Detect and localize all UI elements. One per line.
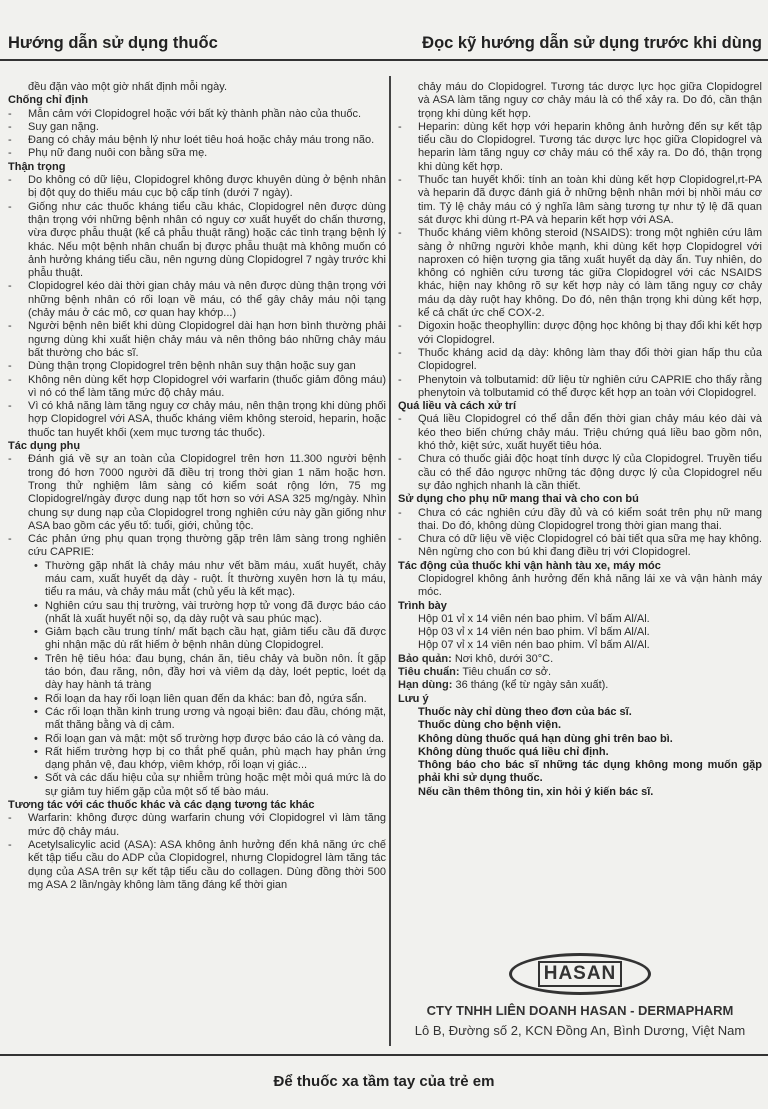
list-item — [398, 81, 762, 121]
dash-marker: - — [398, 533, 402, 546]
header-right-title: Đọc kỹ hướng dẫn sử dụng trước khi dùng — [422, 34, 762, 52]
item-text: Không nên dùng kết hợp Clopidogrel với warfarin (thuốc giảm đông máu) vì nó có thể làm tăng mức độ chảy máu. — [28, 373, 386, 399]
dash-marker: - — [398, 120, 402, 133]
note-item — [398, 746, 762, 759]
item-text: Tác dụng phụ — [8, 440, 81, 453]
dash-marker: - — [8, 533, 12, 546]
item-text: 36 tháng (kể từ ngày sản xuất). — [452, 679, 609, 692]
item-text: Các rối loạn thần kinh trung ương và ngoại biên: đau đầu, chóng mặt, mất thăng bằng và dị cảm. — [45, 705, 386, 732]
field-label: Hạn dùng: — [398, 679, 453, 692]
dash-marker: - — [8, 200, 12, 213]
section-heading — [8, 799, 386, 812]
item-text: Thuốc kháng viêm không steroid (NSAIDS): trong một nghiên cứu lâm sàng ở những người khỏe mạnh, khi dùng kết hợp Clopidogrel với naproxen có hiện tượng gia tăng xuất huyết dạ dày ẩn. Tuy nhiên, do không có nghiên cứu tương tác giữa Clopidogrel với các NSAIDS khác, hiện nay không rõ sự kết hợp này có làm tăng nguy cơ chảy máu dạ dày ruột hay không. Do đó, nên thận trọng khi dùng kết hợp, kể cả chất ức chế COX-2. — [418, 227, 762, 320]
item-text: Thuốc kháng acid dạ dày: không làm thay đổi thời gian hấp thu của Clopidogrel. — [418, 346, 762, 373]
list-item — [8, 174, 386, 201]
list-item — [398, 453, 762, 493]
company-name: CTY TNHH LIÊN DOANH HASAN - DERMAPHARM — [426, 1003, 734, 1018]
dash-marker: - — [398, 453, 402, 466]
item-text: chảy máu do Clopidogrel. Tương tác dược lực học giữa Clopidogrel và ASA làm tăng nguy cơ chảy máu là có thể xảy ra. Do đó, cần thận trọng khi dùng kết hợp. — [418, 81, 762, 120]
list-item — [8, 280, 386, 320]
dash-marker: - — [398, 320, 402, 333]
list-item — [398, 121, 762, 174]
list-item — [398, 507, 762, 534]
item-text: Thuốc tan huyết khối: tính an toàn khi dùng kết hợp Clopidogrel,rt-PA và heparin đã được đánh giá ở những bệnh nhân mới bị nhồi máu cơ tim. Tỷ lệ chảy máu có ý nghĩa lâm sàng tương tự như tỷ lệ đã quan sát được khi dùng rt-PA và heparin kết hợp với ASA. — [418, 174, 762, 226]
list-item — [8, 121, 386, 134]
item-text: Clopidogrel không ảnh hưởng đến khả năng lái xe và vận hành máy móc. — [418, 572, 762, 599]
item-text: Giảm bạch cầu trung tính/ mất bạch cầu hạt, giảm tiểu cầu đã được ghi nhận mặc dù rất hiếm ở bệnh nhân dùng Clopidogrel. — [45, 626, 386, 652]
list-item — [8, 626, 386, 653]
item-text: Sử dụng cho phụ nữ mang thai và cho con bú — [398, 493, 639, 506]
list-item — [8, 453, 386, 533]
logo-text: HASAN — [538, 961, 623, 987]
dash-marker: - — [8, 280, 12, 293]
list-item — [398, 666, 762, 679]
list-item — [8, 733, 386, 746]
item-text: Clopidogrel kéo dài thời gian chảy máu và nên được dùng thận trọng với những bệnh nhân có rối loạn về máu, có thể gây chảy máu nội tạng (chảy máu ở các mô, cơ quan hay khớp...) — [28, 280, 386, 320]
item-text: Người bệnh nên biết khi dùng Clopidogrel dài hạn hơn bình thường phải ngưng dùng khi xuất hiện chảy máu và nên thông báo những chảy máu bất thường cho bác sĩ. — [28, 320, 386, 359]
bullet-marker: • — [34, 692, 38, 705]
header-left-title: Hướng dẫn sử dụng thuốc — [8, 34, 218, 52]
item-text: Mẫn cảm với Clopidogrel hoặc với bất kỳ thành phần nào của thuốc. — [28, 107, 362, 120]
footer-rule — [0, 1054, 768, 1056]
field-label: Tiêu chuẩn: — [398, 666, 460, 679]
list-item — [398, 639, 762, 652]
dash-marker: - — [8, 400, 12, 413]
item-text: Tác động của thuốc khi vận hành tàu xe, máy móc — [398, 559, 661, 572]
note-item — [398, 759, 762, 786]
list-item — [398, 174, 762, 227]
list-item — [398, 347, 762, 374]
item-text: Chống chỉ định — [8, 94, 89, 107]
item-text: Thận trọng — [8, 160, 66, 173]
note-item — [398, 733, 762, 746]
list-item — [398, 626, 762, 639]
section-heading — [398, 493, 762, 506]
bullet-marker: • — [34, 599, 38, 612]
list-item — [398, 653, 762, 666]
bullet-marker: • — [34, 705, 38, 718]
list-item — [8, 201, 386, 281]
note-item — [398, 719, 762, 732]
item-text: Phenytoin và tolbutamid: dữ liệu từ nghiên cứu CAPRIE cho thấy rằng phenytoin và tolbutamid có thể được kết hợp an toàn với Clopidogrel. — [418, 373, 762, 399]
item-text: Thông báo cho bác sĩ những tác dụng không mong muốn gặp phải khi sử dụng thuốc. — [418, 759, 762, 785]
section-heading — [8, 440, 386, 453]
dash-marker: - — [8, 147, 12, 160]
bullet-marker: • — [34, 559, 38, 572]
list-item — [398, 413, 762, 453]
header-rule — [0, 59, 768, 61]
item-text: Chưa có các nghiên cứu đầy đủ và có kiểm soát trên phụ nữ mang thai. Do đó, không dùng Clopidogrel trong thời gian mang thai. — [418, 506, 762, 532]
item-text: Tiêu chuẩn cơ sở. — [459, 666, 552, 679]
list-item — [398, 533, 762, 560]
list-item — [8, 706, 386, 733]
field-label: Bảo quản: — [398, 652, 452, 665]
item-text: đều đặn vào một giờ nhất định mỗi ngày. — [28, 81, 228, 93]
dash-marker: - — [398, 506, 402, 519]
dash-marker: - — [8, 453, 12, 466]
item-text: Hộp 07 vỉ x 14 viên nén bao phim. Vỉ bấm Al/Al. — [418, 639, 650, 652]
item-text: Heparin: dùng kết hợp với heparin không ảnh hưởng đến sự kết tập tiểu cầu do Clopidogrel. Tương tác dược lực học giữa Clopidogrel và heparin làm tăng nguy cơ chảy máu có thể xảy ra. Do đó, thận trọng khi dùng kết hợp. — [418, 120, 762, 173]
item-text: Đánh giá về sự an toàn của Clopidogrel trên hơn 11.300 người bệnh trong đó hơn 7000 người đã điều trị trong thời gian 1 năm hoặc hơn. Trong thử nghiệm lâm sàng có kiểm soát rộng lớn, 75 mg Clopidogrel/ngày được dung nạp tốt hơn so với ASA 325 mg/ngày. Nhìn chung sự dung nạp của Clopidogrel trong nghiên cứu này gần giống như ASA bao gồm các yếu tố: tuổi, giới, chủng tộc. — [28, 453, 386, 532]
item-text: Đang có chảy máu bệnh lý như loét tiêu hoá hoặc chảy máu trong não. — [28, 134, 375, 147]
dash-marker: - — [8, 320, 12, 333]
section-heading — [398, 400, 762, 413]
section-heading — [8, 94, 386, 107]
list-item — [398, 227, 762, 320]
dash-marker: - — [8, 812, 12, 825]
item-text: Chưa có thuốc giải độc hoạt tính dược lý của Clopidogrel. Truyền tiểu cầu có thể đảo ngược những tác động dược lý của Clopidogrel nếu sự đảo nghịch nhanh là cần thiết. — [418, 453, 762, 492]
item-text: Dùng thận trọng Clopidogrel trên bệnh nhân suy thận hoặc suy gan — [28, 360, 356, 373]
dash-marker: - — [8, 373, 12, 386]
section-heading — [8, 161, 386, 174]
list-item — [8, 693, 386, 706]
list-item — [8, 653, 386, 693]
list-item — [398, 320, 762, 347]
item-text: Phụ nữ đang nuôi con bằng sữa mẹ. — [28, 147, 208, 160]
section-heading — [398, 600, 762, 613]
list-item — [8, 560, 386, 600]
dash-marker: - — [398, 413, 402, 426]
hasan-logo — [398, 953, 762, 995]
list-item — [398, 374, 762, 401]
item-text: Warfarin: không được dùng warfarin chung với Clopidogrel vì làm tăng mức độ chảy máu. — [28, 812, 386, 838]
list-item — [8, 812, 386, 839]
item-text: Acetylsalicylic acid (ASA): ASA không ảnh hưởng đến khả năng ức chế kết tập tiểu cầu do ADP của Clopidogrel, nhưng Clopidogrel làm tăng tác dụng của ASA trên sự kết tập tiểu cầu do collagen. Dùng đồng thời 500 mg ASA 2 lần/ngày không làm tăng đáng kể thời gian — [28, 838, 386, 891]
list-item — [8, 533, 386, 560]
list-item — [8, 746, 386, 773]
bullet-marker: • — [34, 652, 38, 665]
dash-marker: - — [8, 134, 12, 147]
note-item — [398, 706, 762, 719]
list-item — [8, 839, 386, 892]
dash-marker: - — [398, 227, 402, 240]
item-text: Hộp 01 vỉ x 14 viên nén bao phim. Vỉ bấm Al/Al. — [418, 612, 650, 625]
item-text: Do không có dữ liệu, Clopidogrel không được khuyên dùng ở bệnh nhân bị đột quỵ do thiếu máu cục bộ cấp tính (dưới 7 ngày). — [28, 174, 386, 200]
bullet-marker: • — [34, 772, 38, 785]
list-item — [8, 108, 386, 121]
item-text: Trên hệ tiêu hóa: đau bụng, chán ăn, tiêu chảy và buồn nôn. Ít gặp táo bón, đau răng, nôn, đầy hơi và viêm dạ dày, loét peptic, loét dạ dày hay hành tá tràng — [45, 652, 386, 692]
bullet-marker: • — [34, 745, 38, 758]
item-text: Trình bày — [398, 599, 447, 612]
item-text: Thuốc này chỉ dùng theo đơn của bác sĩ. — [418, 705, 632, 718]
dash-marker: - — [8, 120, 12, 133]
left-column — [8, 81, 386, 892]
list-item — [398, 613, 762, 626]
dash-marker: - — [8, 838, 12, 851]
item-text: Nơi khô, dưới 30°C. — [451, 652, 554, 665]
item-text: Không dùng thuốc quá hạn dùng ghi trên bao bì. — [418, 732, 673, 745]
bullet-marker: • — [34, 732, 38, 745]
item-text: Vì có khả năng làm tăng nguy cơ chảy máu, nên thận trọng khi dùng phối hợp Clopidogrel với ASA, thuốc kháng viêm không steroid, heparin, hoặc thuốc tan huyết khối (xem mục tương tác thuốc). — [28, 400, 386, 439]
list-item — [8, 81, 386, 94]
item-text: Rối loạn da hay rối loạn liên quan đến da khác: ban đỏ, ngứa sẩn. — [45, 692, 367, 705]
footer-warning: Để thuốc xa tầm tay của trẻ em — [273, 1073, 495, 1090]
right-column — [398, 81, 762, 799]
dash-marker: - — [398, 346, 402, 359]
dash-marker: - — [8, 174, 12, 187]
list-item — [8, 400, 386, 440]
item-text: Không dùng thuốc quá liều chỉ định. — [418, 745, 609, 758]
list-item — [8, 772, 386, 799]
item-text: Sốt và các dấu hiệu của sự nhiễm trùng hoặc mệt mỏi quá mức là do sự giảm tuy hiếm gặp của một số tế bào máu. — [45, 772, 386, 798]
company-address: Lô B, Đường số 2, KCN Đồng An, Bình Dương, Việt Nam — [414, 1023, 746, 1038]
list-item — [8, 600, 386, 627]
section-heading — [398, 693, 762, 706]
item-text: Rối loạn gan và mật: một số trường hợp được báo cáo là có vàng da. — [45, 732, 385, 745]
bullet-marker: • — [34, 626, 38, 639]
dash-marker: - — [398, 174, 402, 187]
item-text: Chưa có dữ liệu về việc Clopidogrel có bài tiết qua sữa mẹ hay không. Nên ngừng cho con bú khi đang điều trị với Clopidogrel. — [418, 533, 762, 559]
item-text: Giống như các thuốc kháng tiểu cầu khác, Clopidogrel nên được dùng thận trọng với những bệnh nhân có nguy cơ xuất huyết do chấn thương, vừa được phẫu thuật (kể cả phẫu thuật răng) hoặc các tình trạng bệnh lý khác. Nếu một bệnh nhân chuẩn bị được phẫu thuật mà không muốn có ảnh hưởng kháng tiểu cầu, nên ngưng dùng Clopidogrel 7 ngày trước khi phẫu thuật. — [28, 200, 386, 280]
dash-marker: - — [398, 373, 402, 386]
item-text: Thuốc dùng cho bệnh viện. — [418, 719, 561, 732]
dash-marker: - — [8, 360, 12, 373]
item-text: Rất hiếm trường hợp bị co thắt phế quản, phù mạch hay phản ứng dạng phản vệ, đau khớp, viêm khớp, rối loạn vị giác... — [45, 745, 386, 772]
dash-marker: - — [8, 107, 12, 120]
list-item — [8, 360, 386, 373]
list-item — [398, 573, 762, 600]
item-text: Thường gặp nhất là chảy máu như vết bầm máu, xuất huyết, chảy máu cam, xuất huyết dạ dày - ruột. Ít thường xuyên hơn là tụ máu, tiểu ra máu, và chảy máu mắt (chủ yếu là kết mạc). — [45, 559, 386, 599]
list-item — [8, 320, 386, 360]
note-item — [398, 786, 762, 799]
list-item — [8, 147, 386, 160]
list-item — [398, 679, 762, 692]
section-heading — [398, 560, 762, 573]
item-text: Quá liều và cách xử trí — [398, 400, 517, 413]
item-text: Digoxin hoặc theophyllin: dược động học không bị thay đổi khi kết hợp với Clopidogrel. — [418, 320, 762, 346]
item-text: Các phản ứng phụ quan trọng thường gặp trên lâm sàng trong nghiên cứu CAPRIE: — [28, 533, 386, 559]
item-text: Nghiên cứu sau thị trường, vài trường hợp tử vong đã được báo cáo (nhất là xuất huyết nội sọ, dạ dày ruột và sau phúc mạc). — [45, 599, 386, 625]
column-divider — [389, 76, 391, 1046]
list-item — [8, 374, 386, 401]
item-text: Quá liều Clopidogrel có thể dẫn đến thời gian chảy máu kéo dài và kéo theo biến chứng chảy máu. Triệu chứng quá liều bao gồm nôn, khó thở, kiệt sức, xuất huyết tiêu hóa. — [418, 413, 762, 453]
item-text: Nếu cần thêm thông tin, xin hỏi ý kiến bác sĩ. — [418, 785, 654, 798]
item-text: Hộp 03 vỉ x 14 viên nén bao phim. Vỉ bấm Al/Al. — [418, 626, 650, 639]
item-text: Lưu ý — [398, 692, 429, 705]
list-item — [8, 134, 386, 147]
item-text: Suy gan nặng. — [28, 120, 99, 133]
item-text: Tương tác với các thuốc khác và các dạng tương tác khác — [8, 799, 315, 812]
